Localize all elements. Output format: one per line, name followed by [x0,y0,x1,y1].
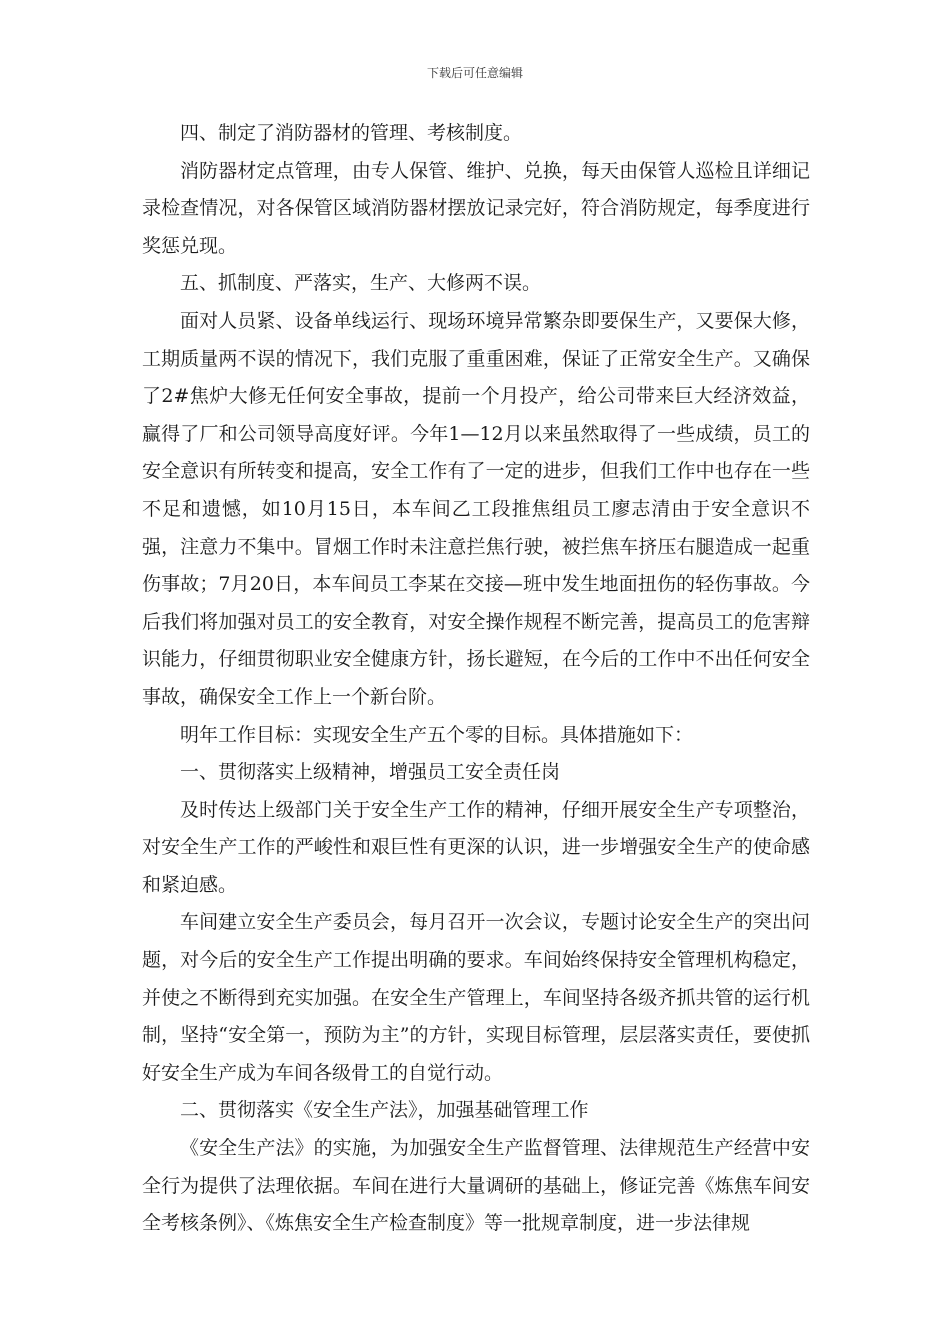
paragraph-production-maintenance: 面对人员紧、设备单线运行、现场环境异常繁杂即要保生产，又要保大修，工期质量两不误的情况下，我们克服了重重困难，保证了正常安全生产。又确保了2#焦炉大修无任何安全事故，提前一个月投产，给公司带来巨大经济效益，赢得了厂和公司领导高度好评。今年1—12月以来虽然取得了一些成绩，员工的安全意识有所转变和提高，安全工作有了一定的进步，但我们工作中也存在一些不足和遗憾，如10月15日，本车间乙工段推焦组员工廖志清由于安全意识不强，注意力不集中。冒烟工作时未注意拦焦行驶，被拦焦车挤压右腿造成一起重伤事故；7月20日，本车间员工李某在交接—班中发生地面扭伤的轻伤事故。今后我们将加强对员工的安全教育，对安全操作规程不断完善，提高员工的危害辩识能力，仔细贯彻职业安全健康方针，扬长避短，在今后的工作中不出任何安全事故，确保安全工作上一个新台阶。 [142,309,810,708]
paragraph-next-year-goal: 明年工作目标：实现安全生产五个零的目标。具体措施如下： [180,723,694,746]
heading-rules-production: 五、抓制度、严落实，生产、大修两不误。 [180,272,542,295]
paragraph-fire-equipment: 消防器材定点管理，由专人保管、维护、兑换，每天由保管人巡检且详细记录检查情况，对各保管区域消防器材摆放记录完好，符合消防规定，每季度进行奖惩兑现。 [142,159,810,257]
document-body [142,115,810,1243]
paragraph-safety-law: 《安全生产法》的实施，为加强安全生产监督管理、法律规范生产经营中安全行为提供了法理依据。车间在进行大量调研的基础上，修证完善《炼焦车间安全考核条例》、《炼焦安全生产检查制度》等一批规章制度，进一步法律规 [142,1137,810,1235]
heading-implement-spirit: 一、贯彻落实上级精神，增强员工安全责任岗 [180,761,561,784]
page-header: 下载后可任意编辑 [426,66,523,80]
paragraph-safety-committee: 车间建立安全生产委员会，每月召开一次会议，专题讨论安全生产的突出问题，对今后的安全生产工作提出明确的要求。车间始终保持安全管理机构稳定，并使之不断得到充实加强。在安全生产管理上，车间坚持各级齐抓共管的运行机制，坚持“安全第一，预防为主”的方针，实现目标管理，层层落实责任，要使抓好安全生产成为车间各级骨工的自觉行动。 [142,911,810,1084]
heading-fire-equipment: 四、制定了消防器材的管理、考核制度。 [180,122,523,144]
paragraph-convey-spirit: 及时传达上级部门关于安全生产工作的精神，仔细开展安全生产专项整治，对安全生产工作的严峻性和艰巨性有更深的认识，进一步增强安全生产的使命感和紧迫感。 [142,798,810,896]
heading-safety-law: 二、贯彻落实《安全生产法》，加强基础管理工作 [180,1099,589,1122]
